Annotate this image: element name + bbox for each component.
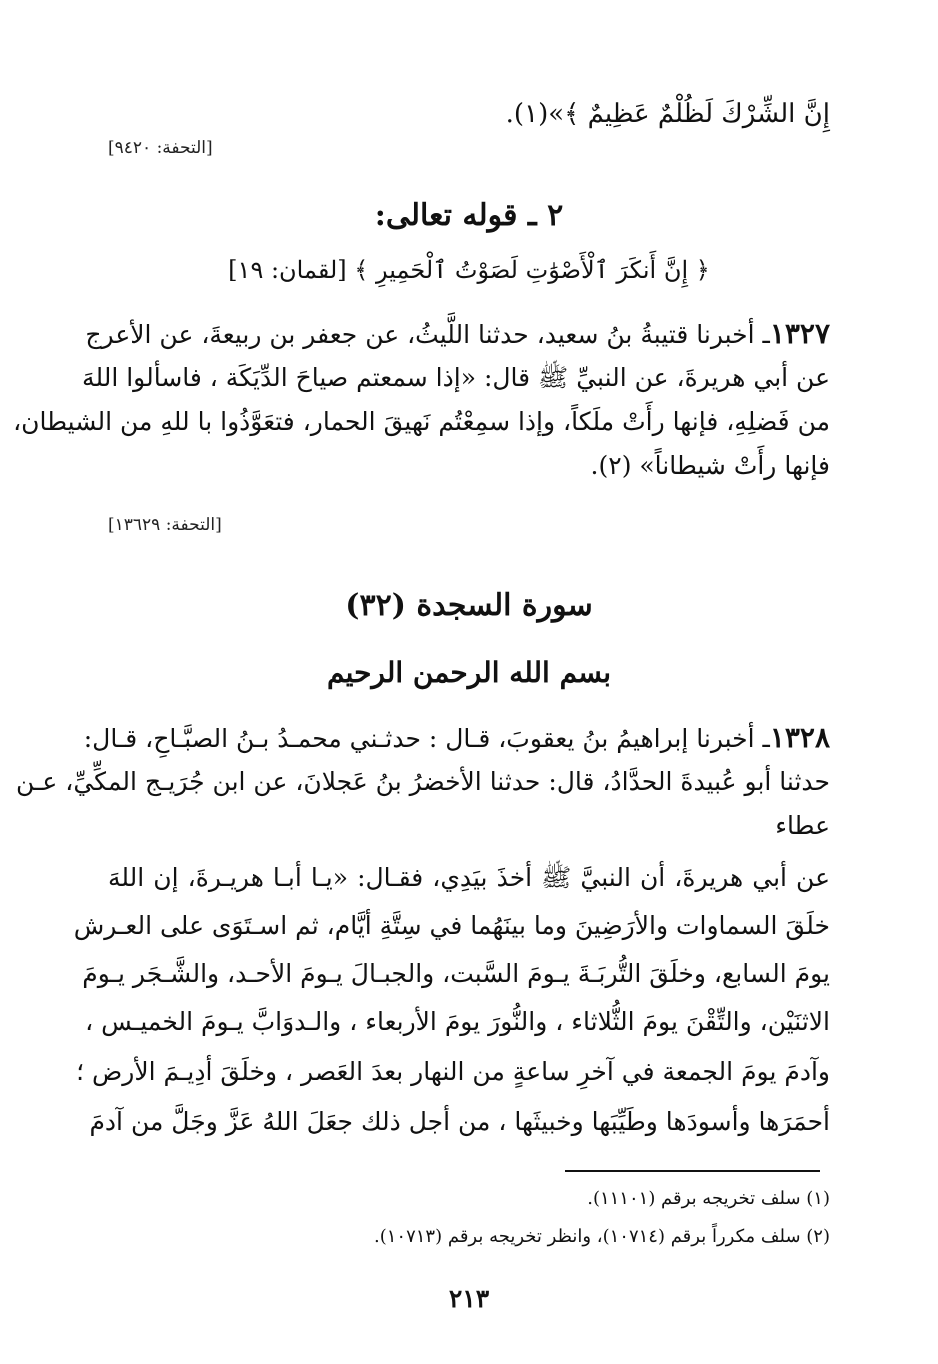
tuhfa-reference-2: [التحفة: ١٣٦٢٩] xyxy=(108,515,222,535)
tuhfa-reference-1: [التحفة: ٩٤٢٠] xyxy=(108,138,213,158)
hadith-1328-line-9: أحمَرَها وأسودَها وطَيِّبَها وخبيثَها ، من أجل ذلك جعَلَ اللهُ عَزَّ وجَلَّ من آدمَ xyxy=(89,1107,830,1136)
hadith-number: ١٣٢٨ xyxy=(769,721,830,754)
hadith-1328-line-1 xyxy=(83,716,830,761)
footnote-1: (١) سلف تخريجه برقم (١١١٠١). xyxy=(587,1188,830,1209)
hadith-1328-line-7: الاثنَيْن، والتِّقْنَ يومَ الثُّلاثاء ، والنُّورَ يومَ الأربعاء ، والـدوَابَّ يـومَ الخميـس ، xyxy=(85,1007,830,1036)
hadith-1328-line-3: عطاء xyxy=(775,811,830,840)
hadith-1327-line-2: عن أبي هريرةَ، عن النبيِّ ﷺ قال: «إذا سمعتم صياحَ الدِّيَكَة ، فاسألوا اللهَ xyxy=(82,363,830,392)
hadith-text: ـ أخبرنا قتيبةُ بنُ سعيد، حدثنا اللَّيثُ، عن جعفر بن ربيعةَ، عن الأعرج xyxy=(85,320,770,349)
footnote-2: (٢) سلف مكرراً برقم (١٠٧١٤)، وانظر تخريجه برقم (١٠٧١٣). xyxy=(374,1226,830,1247)
hadith-1328-line-8: وآدمَ يومَ الجمعة في آخرِ ساعةٍ من النهار بعدَ العَصر ، وخلَقَ أدِيـمَ الأرض ؛ xyxy=(76,1057,830,1086)
basmala: بسم الله الرحمن الرحيم xyxy=(327,656,611,689)
hadith-1327-line-3: من فَضلِهِ، فإنها رأَتْ ملَكاً، وإذا سمِعْتُم نَهيقَ الحمار، فتعَوَّذُوا با للهِ من الشيطان، xyxy=(13,407,830,436)
section-heading: ٢ ـ قوله تعالى: xyxy=(374,198,564,233)
hadith-1328-line-4: عن أبي هريرةَ، أن النبيَّ ﷺ أخذَ بيَدِي، فقـال: «يـا أبـا هريـرةَ، إن اللهَ xyxy=(108,863,830,892)
footnote-divider xyxy=(565,1170,820,1172)
hadith-1328-line-6: يومَ السابع، وخلَقَ التُّربَـةَ يـومَ السَّبت، والجبـالَ يـومَ الأحـد، والشَّـجَر يـومَ xyxy=(82,959,830,988)
page-number: ٢١٣ xyxy=(448,1284,490,1313)
hadith-1327-line-1 xyxy=(85,312,830,357)
hadith-1327-line-4: فإنها رأَتْ شيطاناً» (٢). xyxy=(590,451,830,480)
hadith-1328-line-5: خلَقَ السماوات والأرَضِينَ وما بينَهُما في سِتَّةِ أيَّام، ثم اسـتَوَى على العـرش xyxy=(73,911,830,940)
hadith-number: ١٣٢٧ xyxy=(769,317,830,350)
top-verse: إِنَّ الشِّرْكَ لَظُلْمٌ عَظِيمٌ ﴾»(١). xyxy=(505,99,830,129)
hadith-1328-line-2: حدثنا أبو عُبيدةَ الحدَّادُ، قال: حدثنا الأخضرُ بنُ عَجلانَ، عن ابن جُرَيـج المكِّيِّ، عـن xyxy=(16,767,830,796)
surah-heading: سورة السجدة (٣٢) xyxy=(345,588,593,623)
hadith-text: ـ أخبرنا إبراهيمُ بنُ يعقوبَ، قـال : حدثـني محمـدُ بـنُ الصبَّـاحِ، قـال: xyxy=(83,724,770,753)
section-verse: ﴿ إِنَّ أَنكَرَ ٱلْأَصْوَٰتِ لَصَوْتُ ٱلْحَمِيرِ ﴾ [لقمان: ١٩] xyxy=(228,256,710,284)
